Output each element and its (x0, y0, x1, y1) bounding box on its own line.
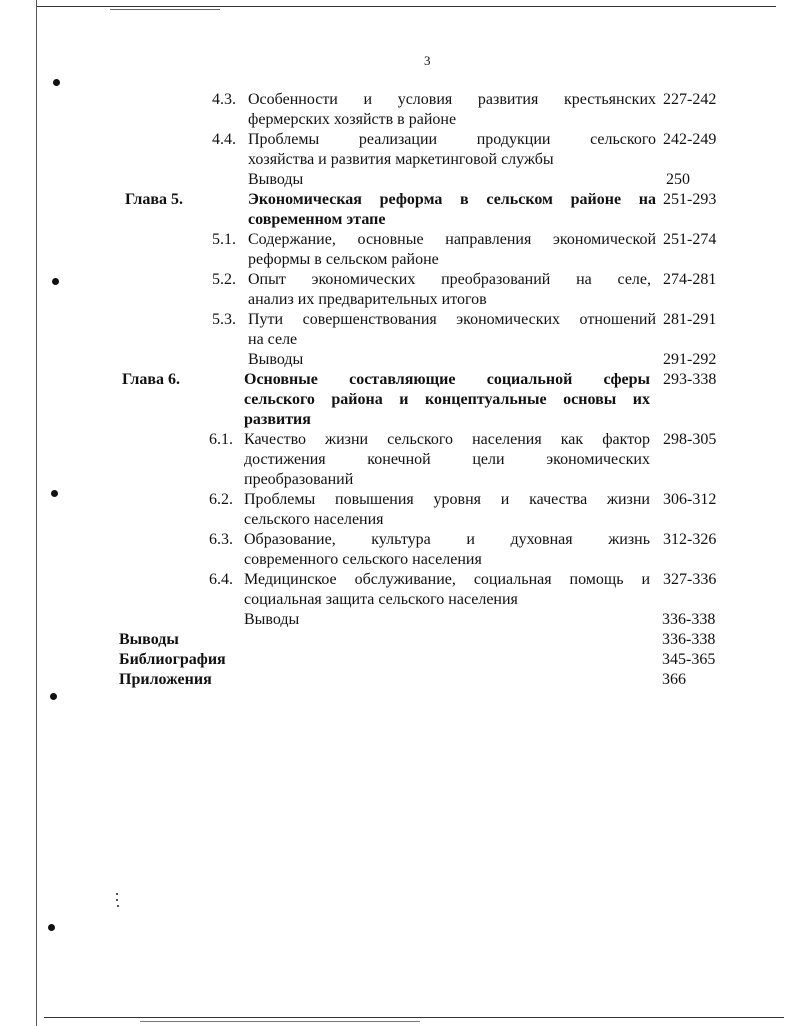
section-pages: 312-326 (663, 531, 717, 548)
section-pages: 336-338 (662, 611, 716, 628)
section-title-line: Особенности и условия развития крестьянских (248, 91, 656, 108)
section-number: 6.2. (209, 491, 233, 508)
page-number: 3 (424, 53, 431, 68)
section-title-line: фермерских хозяйств в районе (248, 111, 457, 128)
section-title-line: Пути совершенствования экономических отношений (248, 311, 656, 328)
section-title-line: Проблемы повышения уровня и качества жизни (244, 491, 650, 508)
section-number: 5.3. (212, 311, 236, 328)
punch-hole-dot (48, 924, 55, 931)
section-pages: 274-281 (663, 271, 717, 288)
section-title-line: сельского населения (244, 511, 384, 528)
section-pages: 298-305 (663, 431, 717, 448)
section-pages: 242-249 (663, 131, 717, 148)
conclusions-title: Выводы (248, 171, 304, 188)
scan-edge-top-mark (110, 9, 220, 10)
section-title-line: социальная защита сельского населения (244, 591, 518, 608)
section-title-line: Медицинское обслуживание, социальная помощь и (244, 571, 650, 588)
section-pages: 327-336 (663, 571, 717, 588)
chapter-pages: 293-338 (663, 371, 717, 388)
back-matter-pages: 336-338 (662, 631, 716, 648)
chapter-pages: 251-293 (663, 191, 717, 208)
punch-hole-dot (52, 278, 59, 285)
back-matter-pages: 366 (662, 671, 686, 688)
section-pages: 227-242 (663, 91, 717, 108)
section-title-line: достижения конечной цели экономических (244, 451, 650, 468)
section-title-line: Проблемы реализации продукции сельского (248, 131, 656, 148)
section-title-line: реформы в сельском районе (248, 251, 439, 268)
section-number: 6.4. (209, 571, 233, 588)
conclusions-title: Выводы (248, 351, 304, 368)
back-matter-pages: 345-365 (662, 651, 716, 668)
section-title-line: преобразований (244, 471, 354, 488)
back-matter-title: Библиография (119, 651, 226, 668)
scan-speck (117, 905, 119, 907)
punch-hole-dot (53, 79, 60, 86)
section-number: 4.3. (212, 91, 236, 108)
section-title-line: Содержание, основные направления экономической (248, 231, 656, 248)
section-title-line: Образование, культура и духовная жизнь (244, 531, 650, 548)
back-matter-title: Приложения (119, 671, 212, 688)
section-number: 5.1. (212, 231, 236, 248)
section-pages: 251-274 (663, 231, 717, 248)
section-pages: 291-292 (663, 351, 717, 368)
section-pages: 281-291 (663, 311, 717, 328)
chapter-label: Глава 5. (125, 191, 183, 208)
chapter-label: Глава 6. (122, 371, 180, 388)
chapter-title-line: современном этапе (248, 211, 386, 228)
punch-hole-dot (50, 693, 57, 700)
scan-speck (116, 893, 118, 895)
chapter-title-line: сельского района и концептуальные основы их (244, 391, 650, 408)
section-pages: 250 (666, 171, 690, 188)
scan-edge-top (36, 6, 776, 7)
section-pages: 306-312 (663, 491, 717, 508)
section-title-line: Качество жизни сельского населения как фактор (244, 431, 650, 448)
section-number: 6.1. (209, 431, 233, 448)
scan-edge-left (36, 0, 37, 1026)
section-number: 6.3. (209, 531, 233, 548)
chapter-title-line: Основные составляющие социальной сферы (244, 371, 650, 388)
conclusions-title: Выводы (244, 611, 300, 628)
section-title-line: анализ их предварительных итогов (248, 291, 487, 308)
chapter-title-line: развития (244, 411, 311, 428)
section-number: 4.4. (212, 131, 236, 148)
section-number: 5.2. (212, 271, 236, 288)
scan-speck (116, 899, 118, 901)
scan-edge-bottom (44, 1017, 784, 1018)
section-title-line: хозяйства и развития маркетинговой службы (248, 151, 554, 168)
section-title-line: Опыт экономических преобразований на селе, (248, 271, 651, 288)
scan-edge-bottom-mark (140, 1021, 420, 1022)
section-title-line: на селе (248, 331, 298, 348)
punch-hole-dot (51, 490, 58, 497)
back-matter-title: Выводы (119, 631, 179, 648)
chapter-title-line: Экономическая реформа в сельском районе на (248, 191, 656, 208)
section-title-line: современного сельского населения (244, 551, 482, 568)
